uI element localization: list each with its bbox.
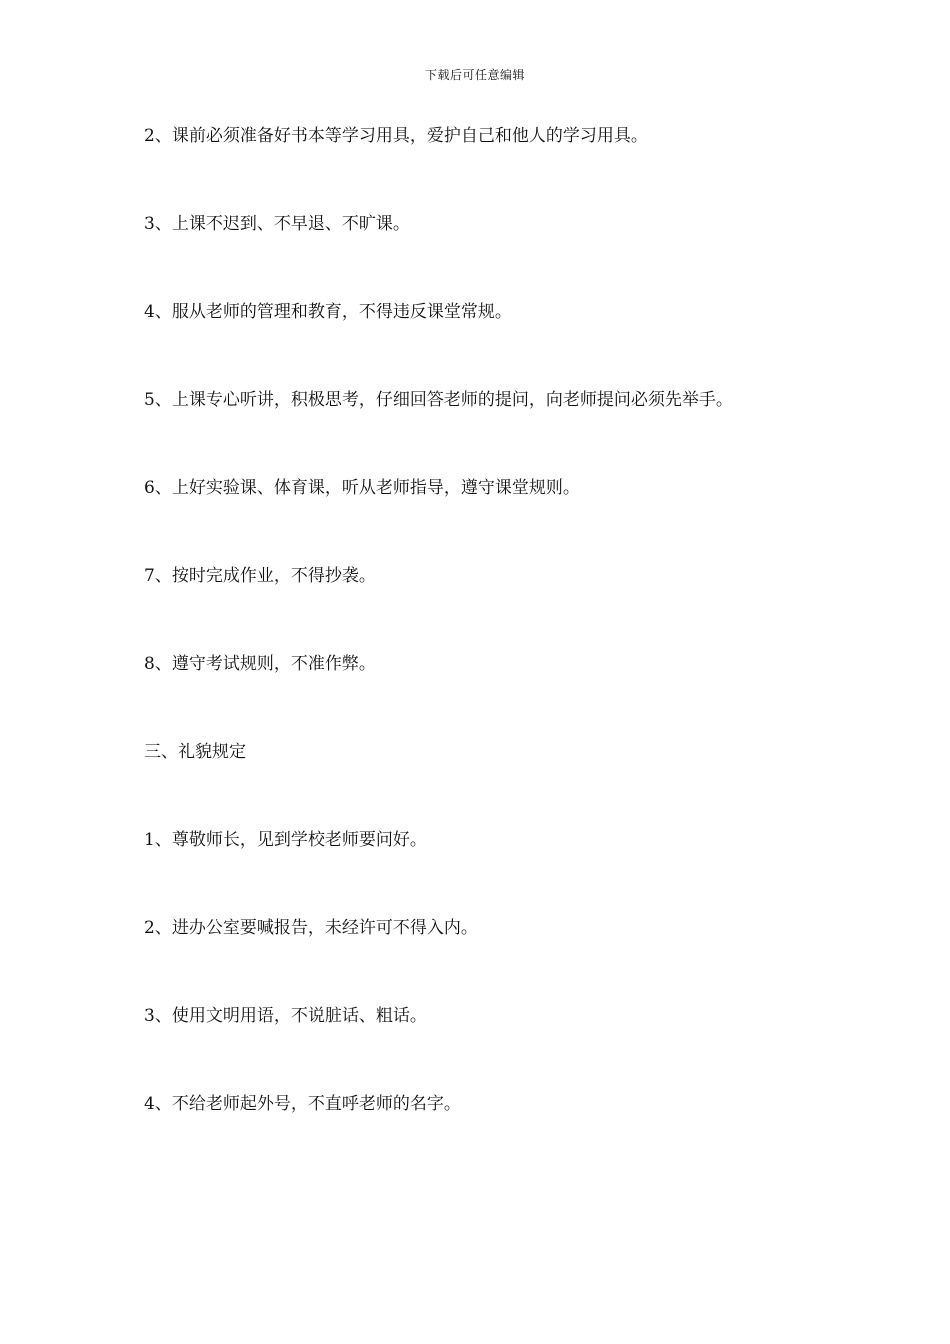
rule-item: 5、上课专心听讲，积极思考，仔细回答老师的提问，向老师提问必须先举手。 xyxy=(144,390,733,410)
rule-item: 2、课前必须准备好书本等学习用具，爱护自己和他人的学习用具。 xyxy=(144,126,648,146)
header-note: 下载后可任意编辑 xyxy=(424,68,525,82)
rule-item: 3、上课不迟到、不早退、不旷课。 xyxy=(144,214,410,234)
rule-item: 4、服从老师的管理和教育，不得违反课堂常规。 xyxy=(144,302,512,322)
rule-item: 2、进办公室要喊报告，未经许可不得入内。 xyxy=(144,918,478,938)
rule-item: 4、不给老师起外号，不直呼老师的名字。 xyxy=(144,1094,461,1114)
rule-item: 7、按时完成作业，不得抄袭。 xyxy=(144,566,376,586)
section-heading: 三、礼貌规定 xyxy=(144,742,246,762)
rule-item: 1、尊敬师长，见到学校老师要问好。 xyxy=(144,830,427,850)
rule-item: 3、使用文明用语，不说脏话、粗话。 xyxy=(144,1006,427,1026)
rule-item: 8、遵守考试规则，不准作弊。 xyxy=(144,654,376,674)
rule-item: 6、上好实验课、体育课，听从老师指导，遵守课堂规则。 xyxy=(144,478,580,498)
document-body xyxy=(144,124,824,1180)
